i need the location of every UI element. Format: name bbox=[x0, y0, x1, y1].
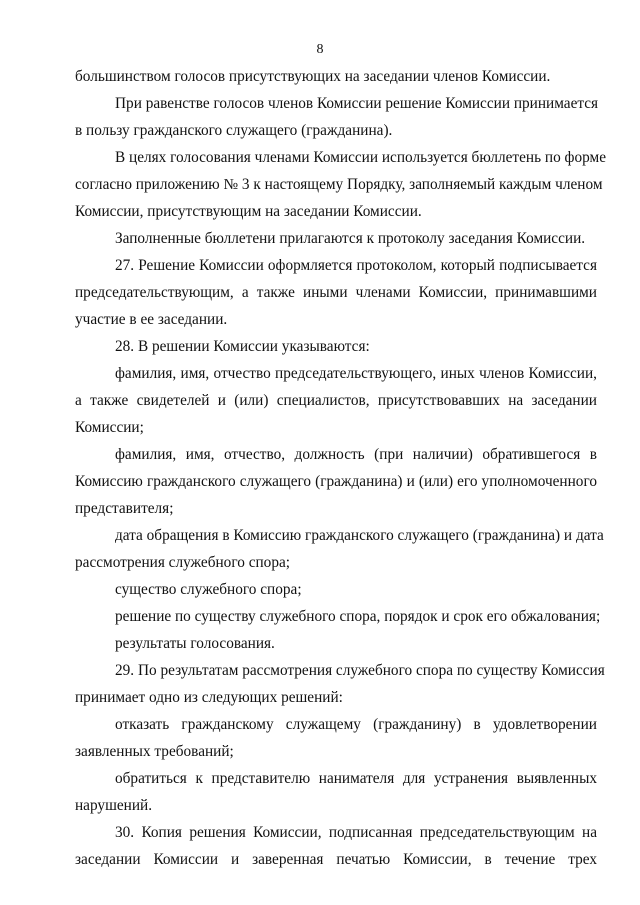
text-line: решение по существу служебного спора, порядок и срок его обжалования; bbox=[115, 608, 601, 625]
text-line: рассмотрения служебного спора; bbox=[75, 554, 291, 571]
text-line: 30. Копия решения Комиссии, подписанная председательствующим на bbox=[115, 824, 597, 841]
text-line: Комиссию гражданского служащего (гражданина) и (или) его уполномоченного bbox=[75, 473, 597, 490]
text-line: фамилия, имя, отчество председательствующего, иных членов Комиссии, bbox=[115, 365, 597, 382]
text-line: обратиться к представителю нанимателя для устранения выявленных bbox=[115, 770, 597, 787]
text-line: а также свидетелей и (или) специалистов, присутствовавших на заседании bbox=[75, 392, 597, 409]
text-line: 28. В решении Комиссии указываются: bbox=[115, 338, 370, 355]
text-line: заявленных требований; bbox=[75, 743, 234, 760]
text-line: существо служебного спора; bbox=[115, 581, 302, 598]
text-line: председательствующим, а также иными членами Комиссии, принимавшими bbox=[75, 284, 597, 301]
text-line: Заполненные бюллетени прилагаются к протоколу заседания Комиссии. bbox=[115, 230, 586, 247]
text-line: 29. По результатам рассмотрения служебного спора по существу Комиссия bbox=[115, 662, 605, 679]
text-line: Комиссии; bbox=[75, 419, 144, 436]
text-line: результаты голосования. bbox=[115, 635, 275, 652]
text-line: фамилия, имя, отчество, должность (при наличии) обратившегося в bbox=[115, 446, 597, 463]
text-line: участие в ее заседании. bbox=[75, 311, 228, 328]
text-line: согласно приложению № 3 к настоящему Порядку, заполняемый каждым членом bbox=[75, 176, 603, 193]
text-line: отказать гражданскому служащему (гражданину) в удовлетворении bbox=[115, 716, 597, 733]
text-line: При равенстве голосов членов Комиссии решение Комиссии принимается bbox=[115, 95, 599, 112]
text-line: нарушений. bbox=[75, 797, 153, 814]
text-line: Комиссии, присутствующим на заседании Комиссии. bbox=[75, 203, 422, 220]
page-number: 8 bbox=[316, 42, 324, 57]
text-line: дата обращения в Комиссию гражданского служащего (гражданина) и дата bbox=[115, 527, 604, 544]
text-line: большинством голосов присутствующих на заседании членов Комиссии. bbox=[75, 68, 551, 85]
text-line: представителя; bbox=[75, 500, 174, 517]
text-line: принимает одно из следующих решений: bbox=[75, 689, 343, 706]
text-line: в пользу гражданского служащего (гражданина). bbox=[75, 122, 393, 139]
text-line: заседании Комиссии и заверенная печатью Комиссии, в течение трех bbox=[75, 851, 597, 868]
text-line: В целях голосования членами Комиссии используется бюллетень по форме bbox=[115, 149, 607, 166]
text-line: 27. Решение Комиссии оформляется протоколом, который подписывается bbox=[115, 257, 597, 274]
